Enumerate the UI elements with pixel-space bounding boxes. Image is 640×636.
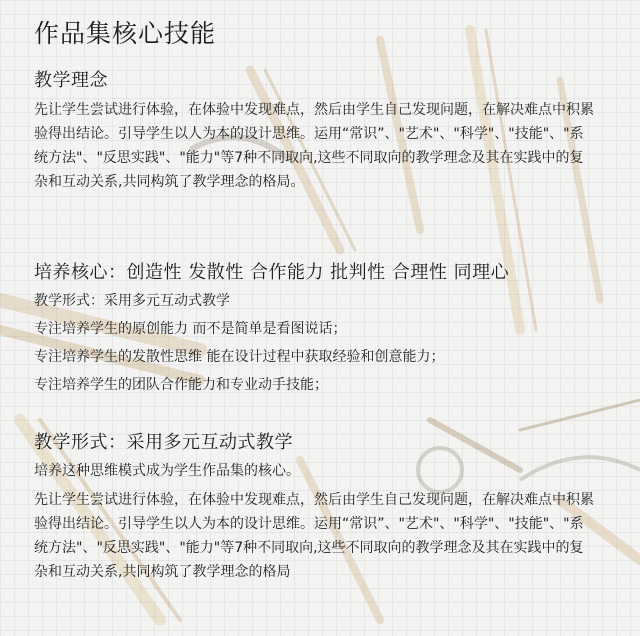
page-title: 作品集核心技能: [34, 19, 217, 48]
philosophy-paragraph: 先让学生尝试进行体验，在体验中发现难点，然后由学生自己发现问题，在解决难点中积累验得出结论。引导学生以人为本的设计思维。运用“常识”、"艺术"、"科学"、"技能"、"系统方法"、"反思实践"、"能力"等7种不同取向,这些不同取向的教学理念及其在实践中的复杂和互动关系,共同构筑了教学理念的格局。: [34, 102, 594, 190]
core-line-1: 教学形式：采用多元互动式教学: [34, 293, 230, 309]
core-line-4: 专注培养学生的团队合作能力和专业动手技能；: [34, 377, 328, 393]
core-line-2: 专注培养学生的原创能力 而不是简单是看图说话；: [34, 321, 347, 337]
philosophy-heading: 教学理念: [34, 70, 108, 91]
format-paragraph: 先让学生尝试进行体验，在体验中发现难点，然后由学生自己发现问题，在解决难点中积累验得出结论。引导学生以人为本的设计思维。运用“常识”、"艺术"、"科学"、"技能"、"系统方法"、"反思实践"、"能力"等7种不同取向,这些不同取向的教学理念及其在实践中的复杂和互动关系,共同构筑了教学理念的格局: [34, 492, 594, 580]
core-heading: 培养核心：创造性 发散性 合作能力 批判性 合理性 同理心: [34, 262, 510, 283]
core-line-3: 专注培养学生的发散性思维 能在设计过程中获取经验和创意能力；: [34, 349, 445, 365]
format-intro: 培养这种思维模式成为学生作品集的核心。: [34, 463, 300, 479]
format-heading: 教学形式：采用多元互动式教学: [34, 432, 293, 453]
